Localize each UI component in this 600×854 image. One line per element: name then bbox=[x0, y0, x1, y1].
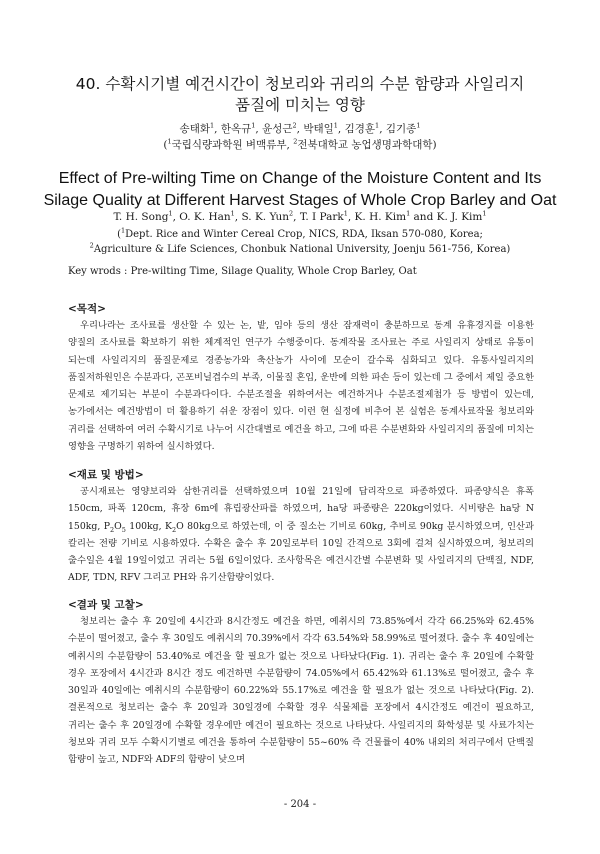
english-affiliation-line-1: ($^1$Dept. Rice and Winter Cereal Crop, NICS, RDA, Iksan 570-080, Korea; bbox=[117, 226, 483, 240]
affiliation-mark: 1 bbox=[416, 121, 421, 130]
affiliation-mark: 2 bbox=[289, 209, 294, 218]
affiliation-mark: 1 bbox=[168, 209, 173, 218]
korean-affiliation: ($^1$국립식량과학원 벼맥류부, $^2$전북대학교 농업생명과학대학) bbox=[163, 137, 437, 151]
affiliation-mark: 2 bbox=[292, 121, 297, 130]
section-heading-methods: <재료 및 방법> bbox=[68, 469, 144, 481]
author-name: K. H. Kim bbox=[354, 211, 407, 223]
author-name: S. K. Yun bbox=[241, 211, 290, 223]
english-title bbox=[40, 168, 560, 212]
english-affiliation bbox=[60, 227, 540, 257]
korean-title bbox=[40, 74, 560, 116]
author-name: O. K. Han bbox=[179, 211, 231, 223]
author-name: 한옥규 bbox=[220, 123, 252, 135]
author-name: K. J. Kim bbox=[436, 211, 483, 223]
affiliation-mark: 1 bbox=[343, 209, 348, 218]
section-body-methods: 공시재료는 영양보리와 삼한귀리를 선택하였으며 10월 21일에 답리작으로 파종하였다. 파종양식은 휴폭 150cm, 파폭 120cm, 휴장 6m에 휴립광산파를 하였으며, ha당 파종량은 220kg이었다. 시비량은 ha당 N 150kg, $P_2O_5$ 100kg, $K_2O$ 80kg으로 하였는데, 이 중 질소는 기비로 60kg, 추비로 90kg 분시하였으며, 인산과 칼리는 전량 기비로 시용하였다. 수확은 출수 후 20일로부터 10일 간격으로 3회에 걸쳐 실시하였으며, 청보리의 출수일은 4월 19일이었고 귀리는 5월 6일이었다. 조사항목은 예건시간별 수분변화 및 사일리지의 단백질, NDF, ADF, TDN, RFV 그리고 PH와 유기산함량이었다. bbox=[68, 486, 534, 584]
affiliation-mark: 2 bbox=[293, 137, 298, 146]
author-name: 윤성근 bbox=[262, 123, 293, 135]
author-name: 박태일 bbox=[303, 123, 334, 135]
affiliation-mark: 1 bbox=[406, 209, 411, 218]
author-name: 김경훈 bbox=[344, 123, 376, 135]
korean-title-line-2: 품질에 미치는 영향 bbox=[235, 96, 365, 114]
keywords-label: Key wrods : bbox=[68, 266, 131, 277]
author-name: 송태화 bbox=[179, 123, 210, 135]
affiliation-mark: 1 bbox=[167, 137, 172, 146]
affiliation-mark: 1 bbox=[333, 121, 338, 130]
affiliation-mark: 1 bbox=[209, 121, 215, 130]
affiliation-mark: 1 bbox=[251, 121, 256, 130]
english-affiliation-line-2: $^2$Agriculture & Life Sciences, Chonbuk National University, Joenju 561-756, Korea) bbox=[89, 241, 511, 255]
section-heading-results: <결과 및 고찰> bbox=[68, 599, 144, 611]
affiliation-mark: 1 bbox=[120, 226, 126, 235]
korean-author-list: 송태화$^1$, 한옥규$^1$, 윤성근$^2$, 박태일$^1$, 김경훈$^1$, 김기종$^1$ bbox=[179, 121, 421, 135]
english-author-list: T. H. Song$^1$, O. K. Han$^1$, S. K. Yun$^2$, T. I Park$^1$, K. H. Kim$^1$ and K. J. Kim$^1$ bbox=[113, 209, 487, 223]
affiliation-mark: 1 bbox=[375, 121, 380, 130]
affiliation-mark: 2 bbox=[89, 241, 94, 250]
page-number: - 204 - bbox=[283, 799, 317, 810]
section-body-purpose: 우리나라는 조사료를 생산할 수 있는 논, 밭, 임야 등의 생산 잠재력이 충분하므로 동계 유휴경지를 이용한 양질의 조사료를 확보하기 위한 체계적인 연구가 수행중이다. 동계작물 조사료는 주로 사일리지 상태로 유통이 되는데 사일리지의 품질문제로 경종농가와 축산농가 사이에 모순이 갈수록 심화되고 있다. 유통사일리지의 품질저하원인은 수분과다, 곤포비닐겹수의 부족, 이물질 혼입, 운반에 의한 파손 등이 있는데 그 중에서 제일 중요한 문제로 제기되는 부분이 수분과다이다. 수분조절을 위하여서는 예건하거나 수분조절제첨가 등 방법이 있는데, 농가에서는 예건방법이 더 활용하기 쉬운 장점이 있다. 이런 현 실정에 비추어 본 실험은 동계사료작물 청보리와 귀리를 선택하여 여러 수확시기로 나누어 시간대별로 예건을 하고, 그에 따른 수분변화와 사일리지의 품질에 미치는 영향을 구명하기 위하여 실시하였다. bbox=[68, 320, 534, 453]
author-name: T. I Park bbox=[299, 211, 344, 223]
keywords-text: Pre-wilting Time, Silage Quality, Whole Crop Barley, Oat bbox=[130, 266, 417, 277]
affiliation-mark: 1 bbox=[482, 209, 487, 218]
author-name: T. H. Song bbox=[113, 211, 169, 223]
author-name: 김기종 bbox=[385, 123, 417, 135]
section-body-results: 청보리는 출수 후 20일에 4시간과 8시간정도 예건을 하면, 예취시의 73.85%에서 각각 66.25%와 62.45% 수분이 떨어졌고, 출수 후 30일도 예취시의 70.39%에서 각각 63.54%와 58.99%로 떨어졌다. 출수 후 40일에는 예취시의 수분함량이 53.40%로 예건을 할 필요가 없는 것으로 나타났다(Fig. 1). 귀리는 출수 후 20일에 수확할 경우 포장에서 4시간과 8시간 정도 예건하면 수분함량이 74.05%에서 65.42%와 61.13%로 떨어졌고, 출수 후 30일과 40일에는 예취시의 수분함량이 60.22%와 55.17%로 예건을 할 필요가 없는 것으로 나타났다(Fig. 2). 결론적으로 청보리는 출수 후 20일과 30일경에 수확할 경우 식물체를 포장에서 4시간정도 예건이 필요하고, 귀리는 출수 후 20일경에 수확할 경우에만 예건이 필요하는 것으로 나타났다. 사일리지의 화학성분 및 사료가치는 청보와 귀리 모두 수확시기별로 예건을 통하여 수분함량이 55~60% 즉 건물률이 40% 내외의 처리구에서 단백질 함량이 높고, NDF와 ADF의 함량이 낮으며 bbox=[68, 616, 534, 766]
affiliation-org: 전북대학교 농업생명과학대학 bbox=[297, 139, 433, 151]
affiliation-org: 국립식량과학원 벼맥류부, bbox=[171, 139, 294, 151]
affiliation-mark: 1 bbox=[230, 209, 235, 218]
keywords bbox=[68, 265, 540, 279]
english-title-line-2: Silage Quality at Different Harvest Stages of Whole Crop Barley and Oat bbox=[43, 192, 557, 209]
english-title-line-1: Effect of Pre-wilting Time on Change of the Moisture Content and Its bbox=[58, 170, 542, 187]
section-heading-purpose: <목적> bbox=[68, 303, 106, 315]
korean-title-line-1: 40. 수확시기별 예건시간이 청보리와 귀리의 수분 함량과 사일리지 bbox=[75, 75, 525, 93]
